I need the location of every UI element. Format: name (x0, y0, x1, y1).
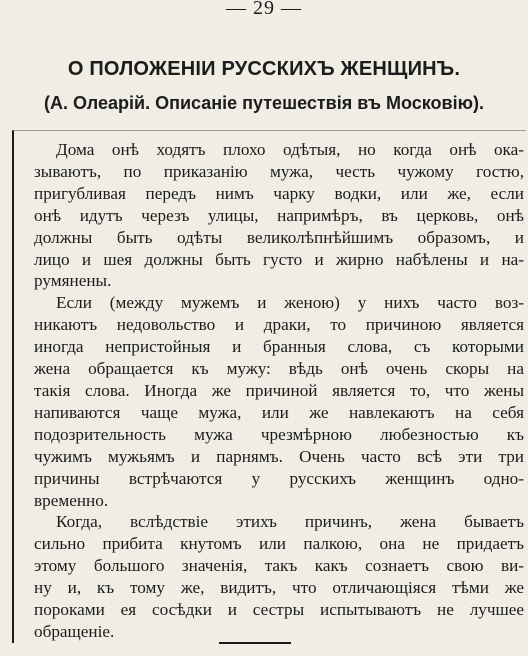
text-line: иногда непристойныя и бранныя слова, съ которыми (34, 337, 524, 357)
closing-rule (219, 642, 291, 644)
text-line: онѣ идутъ черезъ улицы, напримѣръ, въ церковь, онѣ (34, 205, 524, 225)
text-line: сильно прибита кнутомъ или палкою, она не придаетъ (34, 534, 524, 554)
text-line: должны быть одѣты великолѣпнѣйшимъ образомъ, и (34, 227, 524, 247)
article-subtitle: (А. Олеарій. Описаніе путешествія въ Московію). (44, 93, 484, 113)
text-line: чужимъ мужьямъ и парнямъ. Очень часто всѣ эти три (34, 446, 524, 466)
text-line: причины встрѣчаются у русскихъ женщинъ одно- (34, 468, 524, 488)
text-line: Дома онѣ ходятъ плохо одѣтыя, но когда онѣ ока- (56, 140, 524, 159)
text-line: пороками ея сосѣдки и сестры испытываютъ не лучшее (34, 600, 524, 620)
text-line: напиваются чаще мужа, или же навлекаютъ на себя (34, 402, 524, 422)
text-line: никаютъ недовольство и драки, то причиною является (34, 315, 524, 335)
text-line: обращеніе. (34, 621, 115, 641)
text-line: Когда, вслѣдствіе этихъ причинъ, жена бываетъ (56, 512, 524, 532)
text-line: пригубливая передъ нимъ чарку водки, или же, если (34, 183, 524, 203)
text-line: Если (между мужемъ и женою) у нихъ часто воз- (56, 293, 524, 313)
paragraph-1 (34, 139, 524, 292)
article-title: О ПОЛОЖЕНІИ РУССКИХЪ ЖЕНЩИНЪ. (67, 58, 461, 80)
text-line: временно. (34, 490, 109, 510)
text-line: подозрительность мужа чрезмѣрною любезностью къ (34, 424, 524, 444)
text-line: румянены. (34, 271, 112, 291)
text-line: этому большого значенія, такъ какъ сознаетъ свою ви- (34, 556, 524, 576)
paragraph-3 (34, 511, 524, 642)
paragraph-2 (34, 292, 524, 511)
text-line: ну и, къ тому же, видитъ, что отличающіяся тѣми же (34, 578, 524, 598)
text-line: зываютъ, по приказанію мужа, честь чужому гостю, (34, 161, 524, 181)
text-line: лицо и шея должны быть густо и жирно набѣлены и на- (34, 249, 524, 269)
page-number: — 29 — (226, 0, 302, 19)
text-line: жена обращается къ мужу: вѣдь онѣ очень скоры на (34, 359, 524, 379)
article-body (12, 130, 526, 643)
text-line: такія слова. Иногда же причиной является то, что жены (34, 380, 524, 400)
